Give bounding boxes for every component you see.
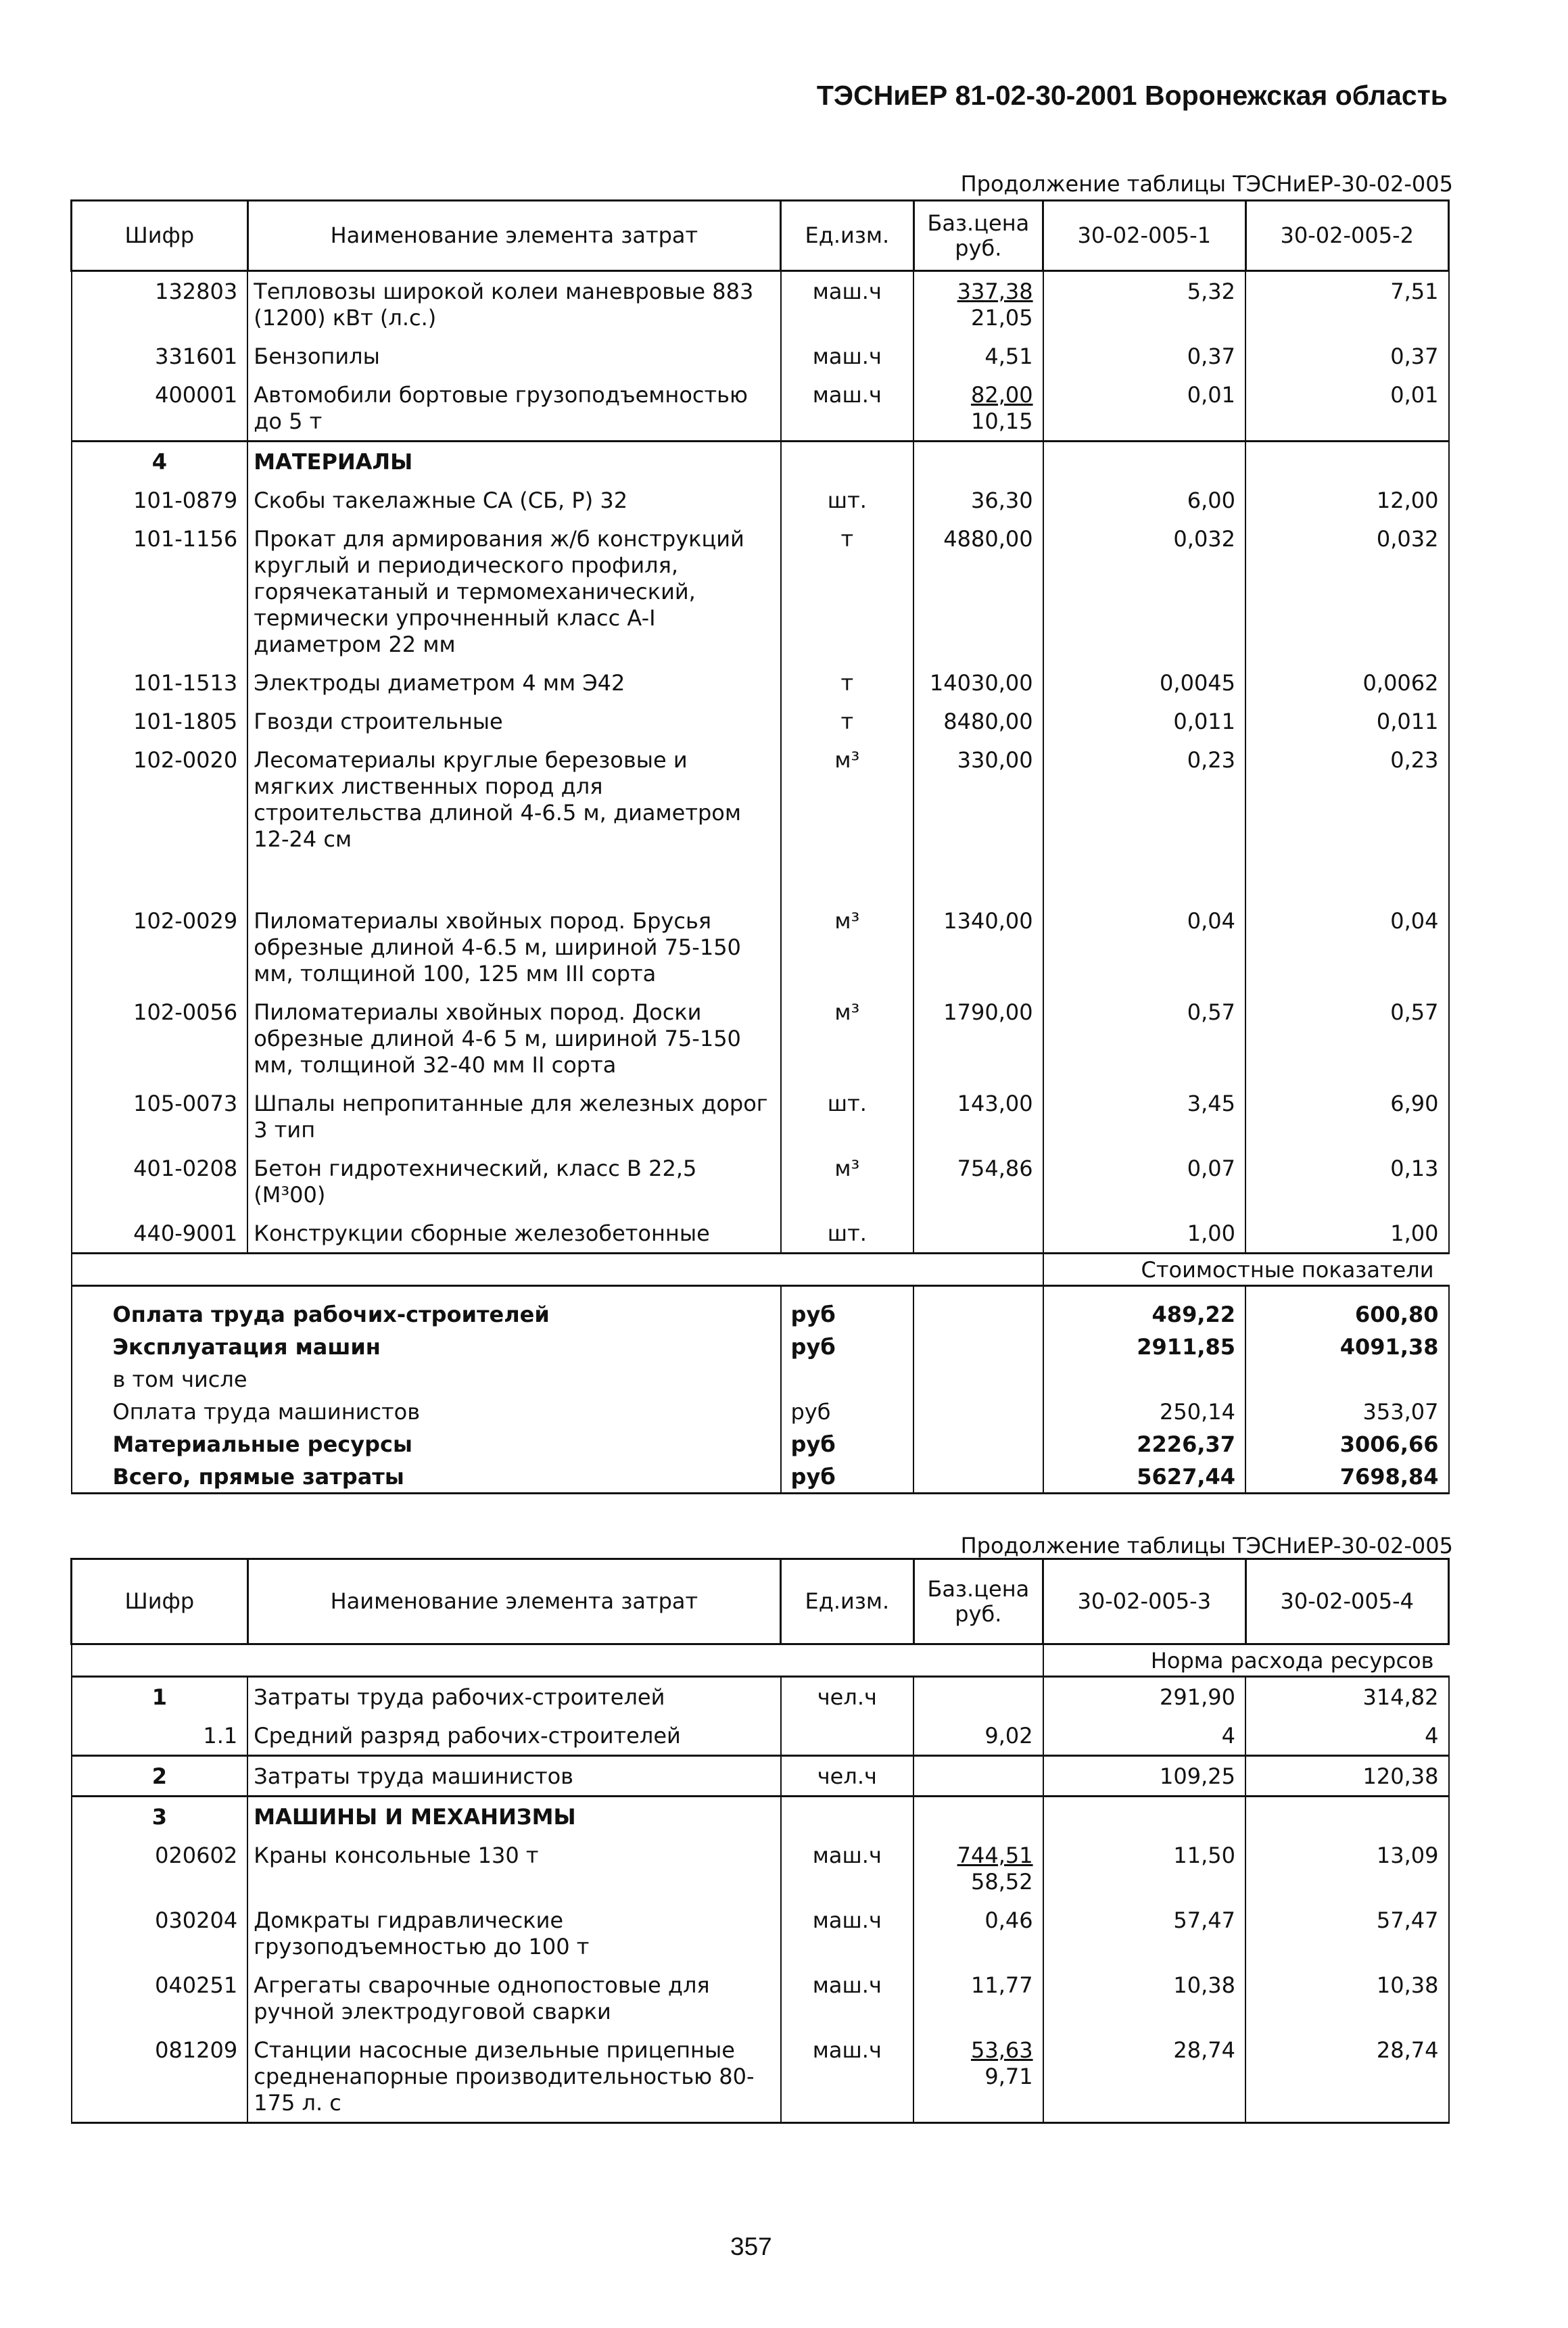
name-cell: Пиломатериалы хвойных пород. Брусья обрезные длиной 4-6.5 м, шириной 75-150 мм, толщиной 100, 125 мм III сорта [247, 901, 780, 993]
name-cell: Бензопилы [247, 337, 780, 375]
unit-cell [781, 1716, 914, 1756]
value-cell: 109,25 [1043, 1756, 1245, 1797]
price-cell [913, 271, 1043, 337]
code-cell: 102-0020 [72, 740, 248, 901]
table-row [72, 1716, 1449, 1756]
code-cell: 101-1805 [72, 702, 248, 740]
code-cell: 132803 [72, 271, 248, 337]
table-header [72, 201, 1449, 271]
unit-cell: шт. [781, 481, 914, 519]
code-cell: 102-0056 [72, 993, 248, 1084]
value-cell: 28,74 [1043, 2030, 1245, 2123]
value-cell: 7,51 [1245, 271, 1448, 337]
price-cell: 754,86 [913, 1149, 1043, 1214]
unit-cell: маш.ч [781, 1836, 914, 1901]
name-cell: Пиломатериалы хвойных пород. Доски обрезные длиной 4-6 5 м, шириной 75-150 мм, толщиной 32-40 мм II сорта [247, 993, 780, 1084]
name-cell: Электроды диаметром 4 мм Э42 [247, 663, 780, 702]
price-wage-value: 21,05 [970, 305, 1033, 331]
column-header: 30-02-005-4 [1245, 1559, 1448, 1644]
price-value: 337,38 [957, 279, 1033, 304]
table-row [72, 663, 1449, 702]
summary-value: 2226,37 [1043, 1427, 1245, 1460]
summary-unit [781, 1362, 914, 1395]
summary-unit: руб [781, 1460, 914, 1494]
column-header: Баз.цена руб. [913, 1559, 1043, 1644]
column-header: Ед.изм. [781, 201, 914, 271]
name-cell: Агрегаты сварочные однопостовые для ручной электродуговой сварки [247, 1966, 780, 2030]
summary-unit: руб [781, 1330, 914, 1362]
name-cell: Скобы такелажные СА (СБ, Р) 32 [247, 481, 780, 519]
value-cell: 0,032 [1043, 519, 1245, 663]
price-cell: 11,77 [913, 1966, 1043, 2030]
section-number: 4 [72, 442, 248, 481]
column-header: Шифр [72, 1559, 248, 1644]
price-cell: 1340,00 [913, 901, 1043, 993]
column-header: Баз.цена руб. [913, 201, 1043, 271]
value-cell: 4 [1043, 1716, 1245, 1756]
unit-cell: шт. [781, 1084, 914, 1149]
code-cell: 440-9001 [72, 1214, 248, 1254]
code-cell: 081209 [72, 2030, 248, 2123]
summary-value [1245, 1362, 1448, 1395]
value-cell: 28,74 [1245, 2030, 1448, 2123]
table-row [72, 1149, 1449, 1214]
summary-value [1043, 1362, 1245, 1395]
price-value: 744,51 [957, 1843, 1033, 1868]
price-cell [913, 375, 1043, 442]
summary-value: 5627,44 [1043, 1460, 1245, 1494]
column-header: Наименование элемента затрат [247, 1559, 780, 1644]
value-cell: 0,23 [1245, 740, 1448, 901]
table-row [72, 702, 1449, 740]
code-cell: 331601 [72, 337, 248, 375]
code-cell: 020602 [72, 1836, 248, 1901]
name-cell: Лесоматериалы круглые березовые и мягких лиственных пород для строительства длиной 4-6.5 м, диаметром 12-24 см [247, 740, 780, 901]
price-cell: 9,02 [913, 1716, 1043, 1756]
unit-cell: м³ [781, 740, 914, 901]
cost-indicators-label: Стоимостные показатели [1043, 1254, 1449, 1286]
name-cell: Домкраты гидравлические грузоподъемностью до 100 т [247, 1901, 780, 1966]
price-cell: 143,00 [913, 1084, 1043, 1149]
code-cell: 1 [72, 1677, 248, 1717]
table-row [72, 375, 1449, 442]
value-cell: 0,0062 [1245, 663, 1448, 702]
price-wage-value: 10,15 [970, 408, 1033, 434]
price-cell: 4880,00 [913, 519, 1043, 663]
value-cell: 6,00 [1043, 481, 1245, 519]
table-row [72, 901, 1449, 993]
table-row [72, 2030, 1449, 2123]
value-cell: 6,90 [1245, 1084, 1448, 1149]
value-cell: 0,37 [1245, 337, 1448, 375]
value-cell: 3,45 [1043, 1084, 1245, 1149]
table-header [72, 1559, 1449, 1644]
price-cell [913, 2030, 1043, 2123]
code-cell: 101-1156 [72, 519, 248, 663]
norm-section-label-row [72, 1644, 1449, 1677]
table-caption: Продолжение таблицы ТЭСНиЕР-30-02-005 [960, 1533, 1453, 1559]
price-cell: 4,51 [913, 337, 1043, 375]
code-cell: 040251 [72, 1966, 248, 2030]
name-cell: Гвозди строительные [247, 702, 780, 740]
name-cell: Шпалы непропитанные для железных дорог 3 тип [247, 1084, 780, 1149]
table-row [72, 993, 1449, 1084]
cost-section-label-row [72, 1254, 1449, 1286]
table-row [72, 740, 1449, 901]
summary-name: Всего, прямые затраты [72, 1460, 781, 1494]
value-cell: 1,00 [1245, 1214, 1448, 1254]
name-cell: Тепловозы широкой колеи маневровые 883 (1200) кВт (л.с.) [247, 271, 780, 337]
name-cell: Средний разряд рабочих-строителей [247, 1716, 780, 1756]
unit-cell: т [781, 663, 914, 702]
table-caption: Продолжение таблицы ТЭСНиЕР-30-02-005 [960, 171, 1453, 197]
value-cell: 1,00 [1043, 1214, 1245, 1254]
summary-unit: руб [781, 1427, 914, 1460]
name-cell: Краны консольные 130 т [247, 1836, 780, 1901]
value-cell: 0,57 [1245, 993, 1448, 1084]
summary-value: 250,14 [1043, 1395, 1245, 1427]
value-cell: 57,47 [1245, 1901, 1448, 1966]
name-cell: Автомобили бортовые грузоподъемностью до 5 т [247, 375, 780, 442]
summary-row [72, 1395, 1449, 1427]
summary-value: 7698,84 [1245, 1460, 1448, 1494]
norm-label: Норма расхода ресурсов [1043, 1644, 1449, 1677]
value-cell: 13,09 [1245, 1836, 1448, 1901]
price-cell [913, 1836, 1043, 1901]
code-cell: 400001 [72, 375, 248, 442]
value-cell: 0,04 [1043, 901, 1245, 993]
summary-unit: руб [781, 1286, 914, 1331]
name-cell: Конструкции сборные железобетонные [247, 1214, 780, 1254]
summary-name: Эксплуатация машин [72, 1330, 781, 1362]
price-cell: 1790,00 [913, 993, 1043, 1084]
code-cell: 101-0879 [72, 481, 248, 519]
summary-name: Оплата труда рабочих-строителей [72, 1286, 781, 1331]
summary-value: 4091,38 [1245, 1330, 1448, 1362]
column-header: Ед.изм. [781, 1559, 914, 1644]
column-header: 30-02-005-1 [1043, 201, 1245, 271]
page-number: 357 [730, 2233, 772, 2260]
section-number: 3 [72, 1797, 248, 1836]
resource-table-1 [70, 199, 1450, 1494]
code-cell: 102-0029 [72, 901, 248, 993]
table-row [72, 1966, 1449, 2030]
document-header: ТЭСНиЕР 81-02-30-2001 Воронежская область [816, 80, 1448, 111]
summary-row [72, 1427, 1449, 1460]
column-header: 30-02-005-3 [1043, 1559, 1245, 1644]
value-cell: 0,011 [1043, 702, 1245, 740]
name-cell: Затраты труда рабочих-строителей [247, 1677, 780, 1717]
unit-cell: м³ [781, 993, 914, 1084]
unit-cell: маш.ч [781, 1901, 914, 1966]
unit-cell: маш.ч [781, 271, 914, 337]
summary-row [72, 1460, 1449, 1494]
price-cell: 0,46 [913, 1901, 1043, 1966]
summary-value: 3006,66 [1245, 1427, 1448, 1460]
price-cell: 8480,00 [913, 702, 1043, 740]
value-cell: 120,38 [1245, 1756, 1448, 1797]
value-cell: 0,37 [1043, 337, 1245, 375]
unit-cell: маш.ч [781, 375, 914, 442]
value-cell: 0,032 [1245, 519, 1448, 663]
value-cell: 11,50 [1043, 1836, 1245, 1901]
value-cell: 12,00 [1245, 481, 1448, 519]
summary-row [72, 1286, 1449, 1331]
unit-cell: шт. [781, 1214, 914, 1254]
summary-row [72, 1362, 1449, 1395]
value-cell: 0,07 [1043, 1149, 1245, 1214]
code-cell: 2 [72, 1756, 248, 1797]
column-header: 30-02-005-2 [1245, 201, 1448, 271]
unit-cell: т [781, 519, 914, 663]
name-cell: Затраты труда машинистов [247, 1756, 780, 1797]
value-cell: 0,23 [1043, 740, 1245, 901]
table-row [72, 519, 1449, 663]
table-row [72, 1677, 1449, 1717]
column-header: Шифр [72, 201, 248, 271]
code-cell: 030204 [72, 1901, 248, 1966]
price-cell: 14030,00 [913, 663, 1043, 702]
table-row [72, 1901, 1449, 1966]
table-row [72, 1756, 1449, 1797]
summary-value: 600,80 [1245, 1286, 1448, 1331]
unit-cell: м³ [781, 1149, 914, 1214]
value-cell: 10,38 [1043, 1966, 1245, 2030]
unit-cell: маш.ч [781, 2030, 914, 2123]
unit-cell: чел.ч [781, 1756, 914, 1797]
section-title: МАТЕРИАЛЫ [247, 442, 780, 481]
table-row [72, 271, 1449, 337]
value-cell: 0,13 [1245, 1149, 1448, 1214]
unit-cell: м³ [781, 901, 914, 993]
value-cell: 10,38 [1245, 1966, 1448, 2030]
section-row [72, 442, 1449, 481]
value-cell: 4 [1245, 1716, 1448, 1756]
price-cell: 330,00 [913, 740, 1043, 901]
section-title: МАШИНЫ И МЕХАНИЗМЫ [247, 1797, 780, 1836]
table-row [72, 1214, 1449, 1254]
unit-cell: т [781, 702, 914, 740]
summary-row [72, 1330, 1449, 1362]
price-wage-value: 9,71 [984, 2064, 1033, 2089]
price-cell: 36,30 [913, 481, 1043, 519]
table-row [72, 481, 1449, 519]
value-cell: 57,47 [1043, 1901, 1245, 1966]
price-cell [913, 1214, 1043, 1254]
value-cell: 0,57 [1043, 993, 1245, 1084]
value-cell: 0,011 [1245, 702, 1448, 740]
value-cell: 5,32 [1043, 271, 1245, 337]
summary-unit: руб [781, 1395, 914, 1427]
summary-value: 489,22 [1043, 1286, 1245, 1331]
value-cell: 0,04 [1245, 901, 1448, 993]
section-row [72, 1797, 1449, 1836]
value-cell: 314,82 [1245, 1677, 1448, 1717]
table-row [72, 337, 1449, 375]
summary-name: в том числе [72, 1362, 781, 1395]
unit-cell: чел.ч [781, 1677, 914, 1717]
code-cell: 101-1513 [72, 663, 248, 702]
price-value: 53,63 [970, 2037, 1033, 2063]
summary-name: Материальные ресурсы [72, 1427, 781, 1460]
value-cell: 0,01 [1043, 375, 1245, 442]
value-cell: 0,0045 [1043, 663, 1245, 702]
resource-table-2 [70, 1558, 1450, 2124]
name-cell: Бетон гидротехнический, класс В 22,5 (М³00) [247, 1149, 780, 1214]
column-header: Наименование элемента затрат [247, 201, 780, 271]
summary-name: Оплата труда машинистов [72, 1395, 781, 1427]
price-cell [913, 1756, 1043, 1797]
summary-value: 2911,85 [1043, 1330, 1245, 1362]
price-cell [913, 1677, 1043, 1717]
name-cell: Станции насосные дизельные прицепные средненапорные производительностью 80-175 л. с [247, 2030, 780, 2123]
value-cell: 0,01 [1245, 375, 1448, 442]
price-value: 82,00 [970, 382, 1033, 408]
price-wage-value: 58,52 [970, 1869, 1033, 1895]
unit-cell: маш.ч [781, 337, 914, 375]
name-cell: Прокат для армирования ж/б конструкций круглый и периодического профиля, горячекатаный и термомеханический, термически упрочненный класс A-I диаметром 22 мм [247, 519, 780, 663]
code-cell: 1.1 [72, 1716, 248, 1756]
code-cell: 105-0073 [72, 1084, 248, 1149]
value-cell: 291,90 [1043, 1677, 1245, 1717]
code-cell: 401-0208 [72, 1149, 248, 1214]
table-row [72, 1836, 1449, 1901]
unit-cell: маш.ч [781, 1966, 914, 2030]
summary-value: 353,07 [1245, 1395, 1448, 1427]
table-row [72, 1084, 1449, 1149]
